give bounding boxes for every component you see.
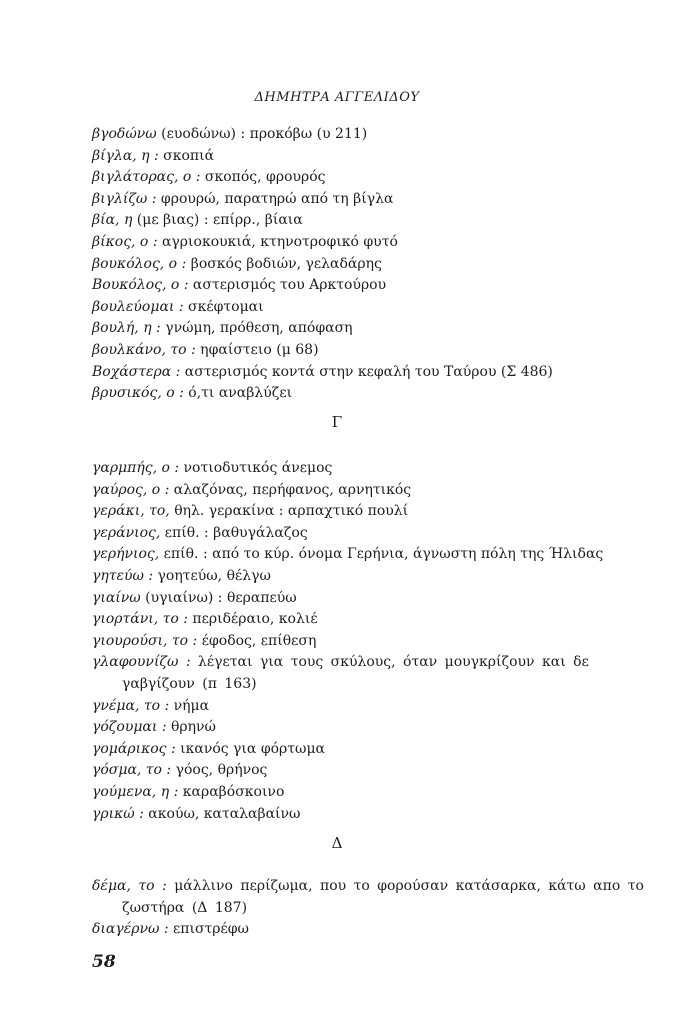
entry bbox=[92, 232, 632, 254]
lemma: γλαφουνίζω : bbox=[92, 654, 191, 671]
entry bbox=[92, 631, 632, 653]
entry bbox=[92, 652, 642, 695]
lemma: γόσμα, το : bbox=[92, 762, 172, 779]
entry bbox=[92, 254, 632, 276]
definition: βοσκός βοδιών, γελαδάρης bbox=[186, 255, 382, 272]
entry bbox=[92, 760, 632, 782]
lemma: βουλεύομαι : bbox=[92, 298, 184, 315]
lemma: γνέμα, το : bbox=[92, 697, 170, 714]
definition: σκοπιά bbox=[158, 147, 215, 164]
entry bbox=[92, 782, 632, 804]
entry bbox=[92, 739, 632, 761]
entry bbox=[92, 297, 632, 319]
lemma: γρικώ : bbox=[92, 805, 144, 822]
running-header: ΔΗΜΗΤΡΑ ΑΓΓΕΛΙΔΟΥ bbox=[254, 90, 420, 105]
entry bbox=[92, 609, 632, 631]
entry bbox=[92, 383, 632, 405]
entry bbox=[92, 588, 632, 610]
lemma: βία, η bbox=[92, 212, 133, 229]
definition: αστερισμός κοντά στην κεφαλή του Ταύρου (Σ 486) bbox=[180, 363, 553, 380]
definition: (ευοδώνω) : προκόβω (υ 211) bbox=[156, 126, 368, 142]
definition: αλαζόνας, περήφανος, αρνητικός bbox=[169, 481, 412, 498]
lemma: βουλκάνο, το : bbox=[92, 341, 196, 358]
definition: επίθ. : βαθυγάλαζος bbox=[160, 524, 308, 541]
entry bbox=[92, 124, 632, 146]
definition: νοτιοδυτικός άνεμος bbox=[179, 460, 333, 476]
lemma: βουλή, η : bbox=[92, 320, 161, 337]
lemma: γεράκι, το, bbox=[92, 503, 170, 520]
lemma: γομάρικος : bbox=[92, 740, 176, 757]
definition: επίθ. : από το κύρ. όνομα Γερήνια, άγνωστη πόλη της Ήλιδας bbox=[159, 546, 604, 563]
section-heading-gamma: Γ bbox=[331, 413, 343, 431]
entry bbox=[92, 717, 632, 739]
entry bbox=[92, 167, 632, 189]
definition: θηλ. γερακίνα : αρπαχτικό πουλί bbox=[169, 503, 409, 520]
lemma: γερήνιος, bbox=[92, 546, 160, 563]
definition: φρουρώ, παρατηρώ από τη βίγλα bbox=[156, 190, 394, 207]
entry bbox=[92, 480, 632, 502]
definition: γόος, θρήνος bbox=[171, 762, 268, 779]
page-number: 58 bbox=[92, 952, 116, 972]
definition: ηφαίστειο (μ 68) bbox=[195, 341, 319, 358]
definition: (με βιας) : επίρρ., βίαια bbox=[132, 212, 303, 229]
entry bbox=[92, 362, 632, 384]
entry bbox=[92, 919, 632, 941]
definition: σκέφτομαι bbox=[183, 298, 264, 315]
entry bbox=[92, 146, 632, 168]
definition: γνώμη, πρόθεση, απόφαση bbox=[160, 320, 353, 337]
definition: (υγιαίνω) : θεραπεύω bbox=[140, 589, 297, 606]
lemma: διαγέρνω : bbox=[92, 921, 169, 938]
definition: αστερισμός του Αρκτούρου bbox=[188, 277, 387, 294]
definition: ό,τι αναβλύζει bbox=[183, 385, 293, 402]
entry bbox=[92, 189, 632, 211]
lemma: γαρμπής, ο : bbox=[92, 460, 180, 476]
definition: ακούω, καταλαβαίνω bbox=[143, 805, 301, 822]
definition: καραβόσκοινο bbox=[178, 783, 285, 800]
section-delta bbox=[92, 876, 644, 941]
lemma: βιγλάτορας, ο : bbox=[92, 169, 201, 186]
entry bbox=[92, 501, 632, 523]
definition: ικανός για φόρτωμα bbox=[175, 740, 325, 757]
lemma: γόζουμαι : bbox=[92, 719, 167, 736]
lemma: γιορτάνι, το : bbox=[92, 611, 188, 628]
entry bbox=[92, 804, 632, 826]
definition: έφοδος, επίθεση bbox=[197, 632, 317, 649]
entry bbox=[92, 340, 632, 362]
definition: λέγεται για τους σκύλους, όταν μουγκρίζουν και δε γαβγίζουν (π 163) bbox=[122, 654, 589, 692]
lemma: γιουρούσι, το : bbox=[92, 632, 198, 649]
lemma: βιγλίζω : bbox=[92, 190, 157, 207]
entry bbox=[92, 458, 632, 480]
entry bbox=[92, 275, 632, 297]
section-beta bbox=[92, 124, 632, 405]
lemma: γεράνιος, bbox=[92, 524, 161, 541]
definition: σκοπός, φρουρός bbox=[200, 169, 326, 186]
definition: αγριοκουκιά, κτηνοτροφικό φυτό bbox=[157, 233, 398, 250]
definition: νήμα bbox=[169, 697, 210, 714]
entry bbox=[92, 544, 632, 566]
definition: επιστρέφω bbox=[168, 921, 249, 938]
definition: περιδέραιο, κολιέ bbox=[187, 611, 318, 628]
entry bbox=[92, 523, 632, 545]
lemma: γαύρος, ο : bbox=[92, 481, 170, 498]
lemma: Βοχάστερα : bbox=[92, 363, 181, 380]
lemma: Βουκόλος, ο : bbox=[92, 277, 189, 294]
entry bbox=[92, 318, 632, 340]
entry bbox=[92, 696, 632, 718]
lemma: βουκόλος, ο : bbox=[92, 255, 187, 272]
lemma: γούμενα, η : bbox=[92, 783, 179, 800]
lemma: βίκος, ο : bbox=[92, 233, 158, 250]
lemma: βγοδώνω bbox=[92, 126, 157, 142]
definition: γοητεύω, θέλγω bbox=[153, 567, 271, 584]
section-heading-delta: Δ bbox=[331, 834, 343, 852]
lemma: δέμα, το : bbox=[92, 878, 167, 894]
section-gamma bbox=[92, 458, 632, 825]
definition: θρηνώ bbox=[166, 719, 216, 736]
lemma: βρυσικός, ο : bbox=[92, 385, 184, 402]
definition: μάλλινο περίζωμα, που το φορούσαν κατάσαρκα, κάτω απο το ζωστήρα (Δ 187) bbox=[122, 878, 644, 916]
entry bbox=[92, 210, 632, 232]
entry bbox=[92, 566, 632, 588]
lemma: γιαίνω bbox=[92, 589, 141, 606]
entry bbox=[92, 876, 658, 919]
lemma: γητεύω : bbox=[92, 567, 154, 584]
lemma: βίγλα, η : bbox=[92, 147, 159, 164]
